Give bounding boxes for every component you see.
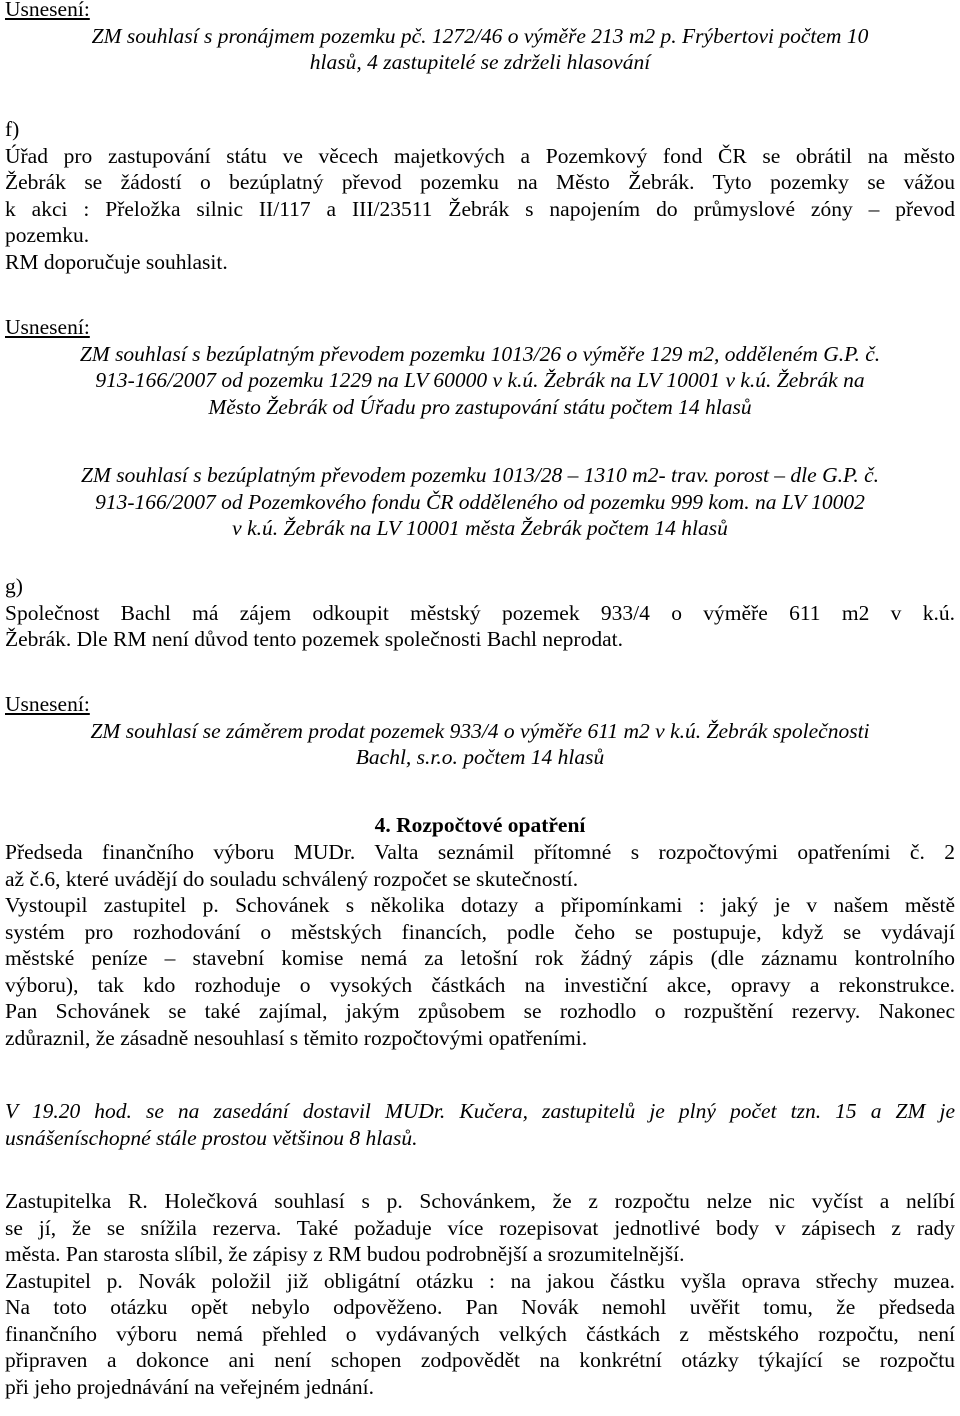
resolution-block-g — [5, 691, 955, 771]
point-label: f) — [5, 117, 20, 141]
paragraph-line: Společnost Bachl má zájem odkoupit městský pozemek 933/4 o výměře 611 m2 v k.ú. — [5, 600, 955, 625]
paragraph-line: Úřad pro zastupování státu ve věcech majetkových a Pozemkový fond ČR se obrátil na město — [5, 143, 955, 168]
resolution-line: ZM souhlasí se záměrem prodat pozemek 933/4 o výměře 611 m2 v k.ú. Žebrák společnosti — [90, 718, 870, 743]
resolution-line: ZM souhlasí s bezúplatným převodem pozemku 1013/26 o výměře 129 m2, odděleném G.P. č. — [79, 341, 881, 366]
paragraph-line: při jeho projednávání na veřejném jednání. — [5, 1374, 374, 1399]
section-4-para1 — [5, 839, 955, 1051]
paragraph-line: připraven a dokonce ani není schopen zodpovědět na konkrétní otázky týkající se rozpočtu — [5, 1348, 955, 1372]
section-4-italic-note — [5, 1098, 955, 1151]
paragraph-line: finančního výboru nemá přehled o vydávaných velkých částkách z městského rozpočtu, není — [5, 1321, 955, 1346]
resolution-line: 913-166/2007 od Pozemkového fondu ČR odděleného od pozemku 999 kom. na LV 10002 — [95, 489, 865, 514]
point-f — [5, 116, 955, 275]
section-4-para2 — [5, 1188, 955, 1400]
paragraph-line: Na toto otázku opět nebylo odpověženo. Pan Novák nemohl uvěřit tomu, že předseda — [5, 1295, 955, 1319]
paragraph-line: RM doporučuje souhlasit. — [5, 249, 228, 274]
paragraph-line: města. Pan starosta slíbil, že zápisy z RM budou podrobnější a srozumitelnější. — [5, 1242, 685, 1266]
resolution-block-e — [5, 0, 955, 76]
paragraph-line: Žebrák se žádostí o bezúplatný převod pozemku na Město Žebrák. Tyto pozemky se vážou — [5, 170, 955, 194]
paragraph-line: pozemku. — [5, 223, 90, 247]
paragraph-line: až č.6, které uvádějí do souladu schválený rozpočet se skutečností. — [5, 866, 579, 891]
resolution-block-f — [5, 314, 955, 420]
paragraph-line: se jí, že se snížila rezerva. Také požaduje více rozepisovat jednotlivé body v zápisech z rady — [5, 1215, 955, 1240]
usneseni-heading: Usnesení: — [5, 0, 90, 21]
resolution-line: v k.ú. Žebrák na LV 10001 města Žebrák počtem 14 hlasů — [232, 516, 728, 540]
section-heading: 4. Rozpočtové opatření — [374, 813, 586, 837]
paragraph-line: výboru), tak kdo rozhoduje o vysokých částkách na investiční akce, opravy a rekonstrukce. — [5, 972, 955, 997]
paragraph-line: usnášeníschopné stále prostou většinou 8 hlasů. — [5, 1125, 418, 1150]
paragraph-line: k akci : Přeložka silnic II/117 a III/23511 Žebrák s napojením do průmyslové zóny – převod — [5, 196, 955, 221]
paragraph-line: městské peníze – stavební komise nemá za letošní rok žádný zápis (dle záznamu kontrolního — [5, 946, 955, 970]
usneseni-heading: Usnesení: — [5, 692, 90, 716]
resolution-line: hlasů, 4 zastupitelé se zdrželi hlasování — [309, 50, 651, 74]
paragraph-line: Pan Schovánek se také zajímal, jakým způsobem se rozhodlo o rozpuštění rezervy. Nakonec — [5, 999, 955, 1023]
usneseni-heading: Usnesení: — [5, 315, 90, 339]
point-label: g) — [5, 574, 23, 598]
paragraph-line: Předseda finančního výboru MUDr. Valta seznámil přítomné s rozpočtovými opatřeními č. 2 — [5, 840, 955, 864]
paragraph-line: Zastupitel p. Novák položil již obligátní otázku : na jakou částku vyšla oprava střechy muzea. — [5, 1268, 955, 1293]
section-4 — [5, 812, 955, 839]
paragraph-line: Zastupitelka R. Holečková souhlasí s p. Schovánkem, že z rozpočtu nelze nic vyčíst a nelíbí — [5, 1189, 955, 1213]
resolution-line: 913-166/2007 od pozemku 1229 na LV 60000 v k.ú. Žebrák na LV 10001 v k.ú. Žebrák na — [95, 368, 865, 392]
paragraph-line: zdůraznil, že zásadně nesouhlasí s těmito rozpočtovými opatřeními. — [5, 1025, 588, 1050]
resolution-line: ZM souhlasí s bezúplatným převodem pozemku 1013/28 – 1310 m2- trav. porost – dle G.P. č. — [80, 463, 880, 487]
resolution-line: Bachl, s.r.o. počtem 14 hlasů — [355, 745, 605, 769]
resolution-block-f2 — [5, 462, 955, 542]
point-g — [5, 573, 955, 653]
resolution-line: ZM souhlasí s pronájmem pozemku pč. 1272/46 o výměře 213 m2 p. Frýbertovi počtem 10 — [91, 23, 869, 48]
paragraph-line: Žebrák. Dle RM není důvod tento pozemek společnosti Bachl neprodat. — [5, 627, 623, 651]
paragraph-line: Vystoupil zastupitel p. Schovánek s několika dotazy a připomínkami : jaký je v našem městě — [5, 893, 955, 917]
resolution-line: Město Žebrák od Úřadu pro zastupování státu počtem 14 hlasů — [208, 394, 752, 419]
paragraph-line: V 19.20 hod. se na zasedání dostavil MUDr. Kučera, zastupitelů je plný počet tzn. 15 a ZM je — [5, 1099, 955, 1123]
paragraph-line: systém pro rozhodování o městských financích, podle čeho se postupuje, když se vydávají — [5, 919, 955, 944]
